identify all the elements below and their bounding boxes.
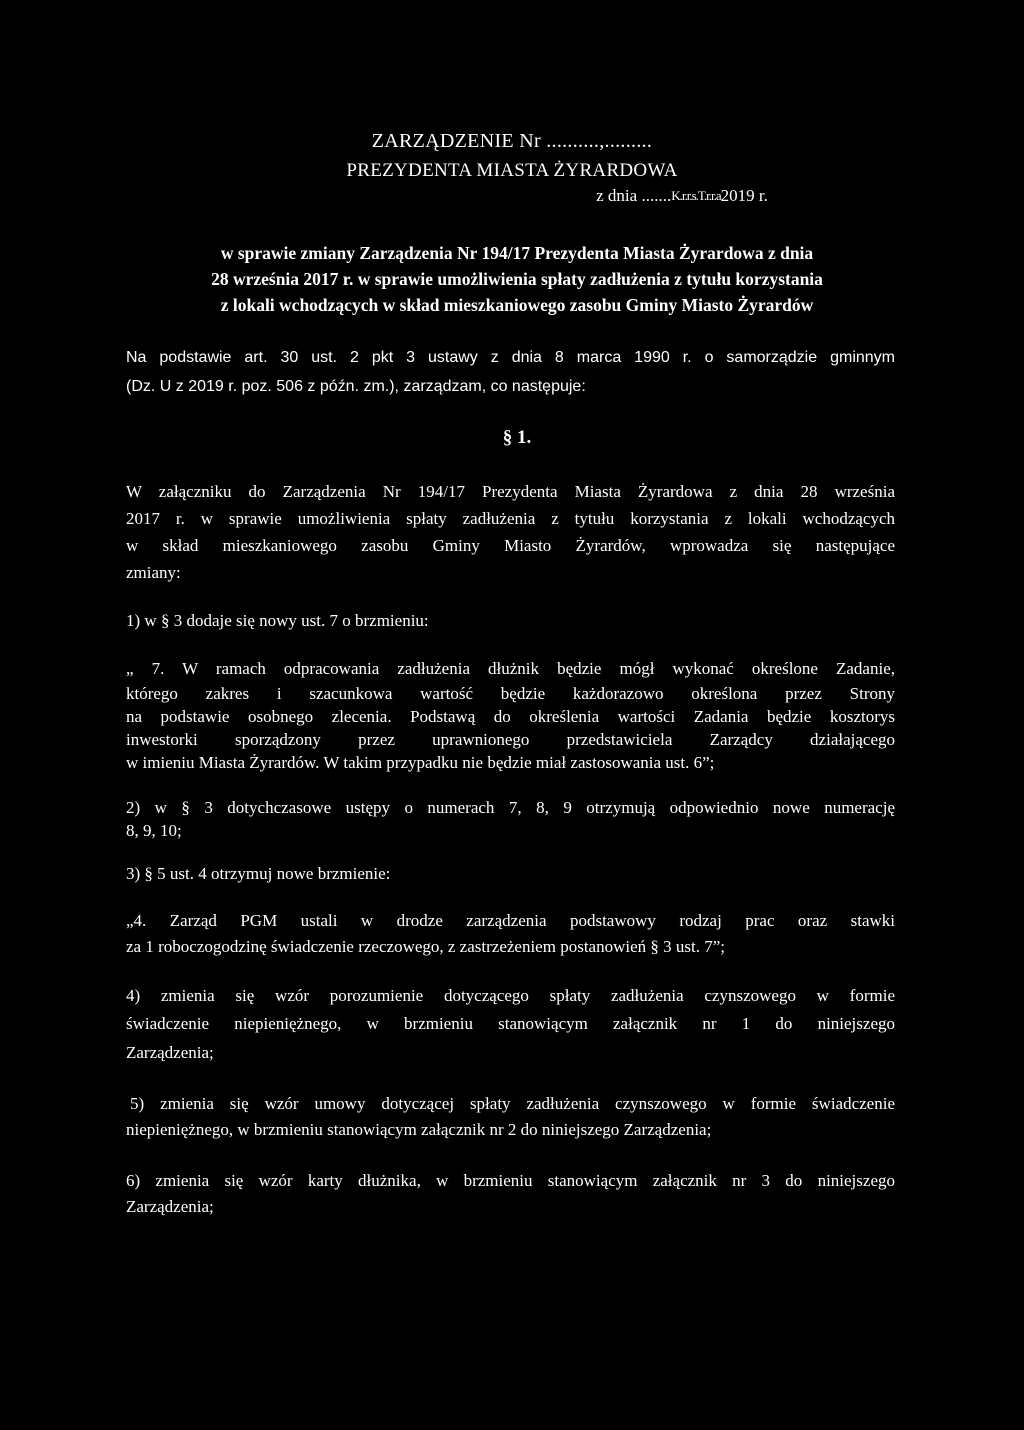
header-line-2: PREZYDENTA MIASTA ŻYRARDOWA bbox=[346, 160, 678, 181]
title-line-2: 28 września 2017 r. w sprawie umożliwienia spłaty zadłużenia z tytułu korzystania bbox=[211, 269, 823, 289]
item-1-text-line-4: inwestorki sporządzony przez uprawnionego przedstawiciela Zarządcy działającego bbox=[126, 730, 895, 749]
preamble-line-1: Na podstawie art. 30 ust. 2 pkt 3 ustawy z dnia 8 marca 1990 r. o samorządzie gminnym bbox=[126, 349, 895, 366]
item-5-line-1: 5) zmienia się wzór umowy dotyczącej spłaty zadłużenia czynszowego w formie świadczenie bbox=[130, 1094, 895, 1113]
item-4-line-1: 4) zmienia się wzór porozumienie dotyczącego spłaty zadłużenia czynszowego w formie bbox=[126, 986, 895, 1005]
item-2-line-1: 2) w § 3 dotychczasowe ustępy o numerach 7, 8, 9 otrzymują odpowiednio nowe numerację bbox=[126, 798, 895, 817]
item-2-line-2: 8, 9, 10; bbox=[126, 821, 182, 840]
item-3-text-line-1: „4. Zarząd PGM ustali w drodze zarządzenia podstawowy rodzaj prac oraz stawki bbox=[126, 911, 895, 930]
item-1-text-line-3: na podstawie osobnego zlecenia. Podstawą do określenia wartości Zadania będzie kosztorys bbox=[126, 707, 895, 726]
intro-line-2: 2017 r. w sprawie umożliwienia spłaty zadłużenia z tytułu korzystania z lokali wchodzących bbox=[126, 509, 895, 528]
item-6-line-2: Zarządzenia; bbox=[126, 1197, 214, 1216]
intro-line-3: w skład mieszkaniowego zasobu Gminy Miasto Żyrardów, wprowadza się następujące bbox=[126, 536, 895, 555]
item-1-text-line-5: w imieniu Miasta Żyrardów. W takim przypadku nie będzie miał zastosowania ust. 6”; bbox=[126, 753, 715, 772]
date-handwritten: K.r.r.s.T.r.r.a bbox=[671, 188, 721, 203]
title-line-1: w sprawie zmiany Zarządzenia Nr 194/17 Prezydenta Miasta Żyrardowa z dnia bbox=[220, 243, 814, 263]
section-heading: § 1. bbox=[502, 427, 532, 448]
item-3-heading: 3) § 5 ust. 4 otrzymuj nowe brzmienie: bbox=[126, 864, 391, 883]
item-5-line-2: niepieniężnego, w brzmieniu stanowiącym załącznik nr 2 do niniejszego Zarządzenia; bbox=[126, 1120, 712, 1139]
item-6-line-1: 6) zmienia się wzór karty dłużnika, w brzmieniu stanowiącym załącznik nr 3 do niniejszego bbox=[126, 1171, 895, 1190]
date-prefix: z dnia ....... bbox=[596, 186, 672, 205]
header-line-1: ZARZĄDZENIE Nr ..........,......... bbox=[371, 130, 653, 152]
intro-line-1: W załączniku do Zarządzenia Nr 194/17 Prezydenta Miasta Żyrardowa z dnia 28 września bbox=[126, 482, 895, 501]
header-date bbox=[0, 186, 1024, 206]
item-1-heading: 1) w § 3 dodaje się nowy ust. 7 o brzmieniu: bbox=[126, 611, 429, 630]
item-4-line-3: Zarządzenia; bbox=[126, 1043, 214, 1062]
date-suffix: 2019 r. bbox=[720, 186, 768, 205]
item-3-text-line-2: za 1 roboczogodzinę świadczenie rzeczowego, z zastrzeżeniem postanowień § 3 ust. 7”; bbox=[126, 937, 725, 956]
title-line-3: z lokali wchodzących w skład mieszkaniowego zasobu Gminy Miasto Żyrardów bbox=[220, 295, 814, 315]
item-1-text-line-1: „ 7. W ramach odpracowania zadłużenia dłużnik będzie mógł wykonać określone Zadanie, bbox=[126, 659, 895, 678]
preamble-line-2: (Dz. U z 2019 r. poz. 506 z późn. zm.), zarządzam, co następuje: bbox=[126, 378, 586, 395]
intro-line-4: zmiany: bbox=[126, 563, 181, 582]
item-4-line-2: świadczenie niepieniężnego, w brzmieniu stanowiącym załącznik nr 1 do niniejszego bbox=[126, 1014, 895, 1033]
item-1-text-line-2: którego zakres i szacunkowa wartość będzie każdorazowo określona przez Strony bbox=[126, 684, 895, 703]
